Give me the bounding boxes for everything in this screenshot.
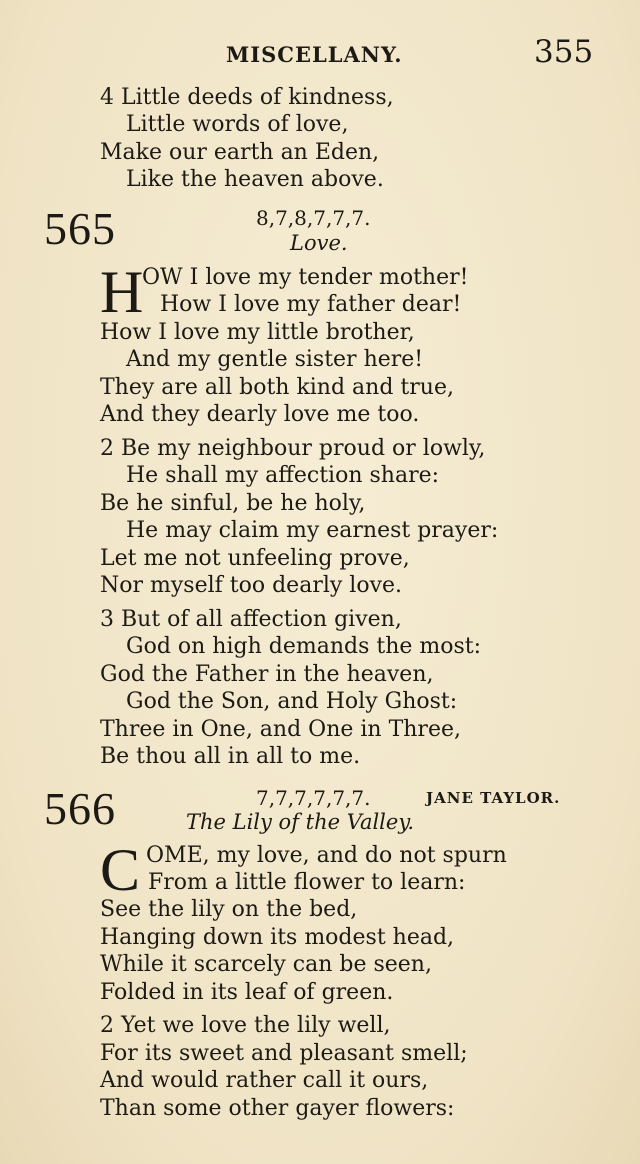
verse-line: Make our earth an Eden, — [100, 140, 380, 165]
hymn-line: Hanging down its modest head, — [100, 925, 455, 950]
hymn-line: Three in One, and One in Three, — [100, 717, 461, 742]
hymn-line: Folded in its leaf of green. — [100, 980, 394, 1005]
hymn-line: Let me not unfeeling prove, — [100, 546, 410, 571]
hymn-title: Love. — [290, 231, 348, 255]
page-header — [0, 34, 640, 74]
hymn-line: OW I love my tender mother! — [142, 265, 469, 290]
hymn-line: Nor myself too dearly love. — [100, 573, 403, 598]
hymn-line: While it scarcely can be seen, — [100, 952, 432, 977]
hymn-meter: 7,7,7,7,7,7. — [256, 786, 371, 810]
verse-line: Little words of love, — [126, 112, 349, 137]
hymn-line: How I love my father dear! — [160, 292, 462, 317]
hymn-line: Be he sinful, be he holy, — [100, 491, 366, 516]
hymn-line: And my gentle sister here! — [126, 347, 424, 372]
hymn-author: JANE TAYLOR. — [426, 789, 561, 807]
hymn-title: The Lily of the Valley. — [186, 810, 415, 834]
hymn-line: OME, my love, and do not spurn — [146, 843, 507, 868]
drop-cap: C — [100, 837, 141, 903]
page-number: 355 — [534, 34, 594, 70]
hymn-line: 2 Be my neighbour proud or lowly, — [100, 436, 486, 461]
hymn-line: They are all both kind and true, — [100, 375, 454, 400]
hymn-line: 2 Yet we love the lily well, — [100, 1013, 391, 1038]
hymn-line: 3 But of all affection given, — [100, 607, 402, 632]
hymn-line: For its sweet and pleasant smell; — [100, 1041, 468, 1066]
hymn-line: From a little flower to learn: — [148, 870, 466, 895]
hymn-line: He may claim my earnest prayer: — [126, 518, 499, 543]
hymn-line: Than some other gayer flowers: — [100, 1096, 455, 1121]
verse-line: Like the heaven above. — [126, 167, 384, 192]
hymn-line: See the lily on the bed, — [100, 897, 358, 922]
hymn-line: And they dearly love me too. — [100, 402, 420, 427]
hymn-line: He shall my affection share: — [126, 463, 440, 488]
hymn-line: How I love my little brother, — [100, 320, 415, 345]
hymn-line: God the Father in the heaven, — [100, 662, 434, 687]
hymn-line: God the Son, and Holy Ghost: — [126, 689, 458, 714]
hymn-number: 566 — [44, 783, 116, 834]
drop-cap: H — [100, 259, 144, 325]
hymn-meter: 8,7,8,7,7,7. — [256, 206, 371, 230]
hymn-number: 565 — [44, 203, 116, 254]
hymn-line: And would rather call it ours, — [100, 1068, 429, 1093]
running-title: MISCELLANY. — [226, 42, 403, 67]
hymn-line: Be thou all in all to me. — [100, 744, 361, 769]
verse-line: 4 Little deeds of kindness, — [100, 85, 394, 110]
hymn-line: God on high demands the most: — [126, 634, 482, 659]
